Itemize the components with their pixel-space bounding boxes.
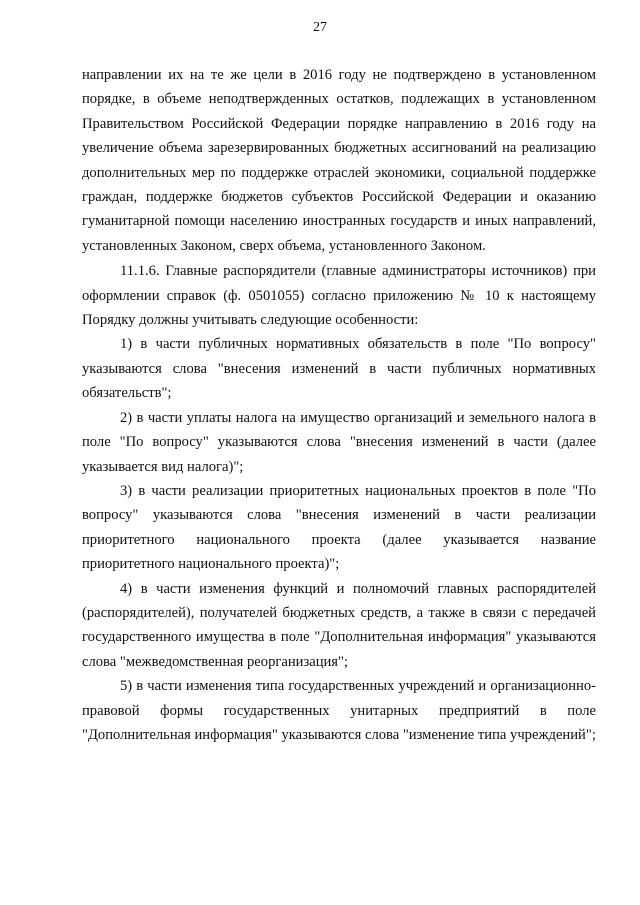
paragraph-section-11-1-6: 11.1.6. Главные распорядители (главные администраторы источников) при оформлении справок (ф. 0501055) согласно приложению № 10 к настоящему Порядку должны учитывать следующие особенности:	[82, 263, 596, 329]
paragraph-item-1: 1) в части публичных нормативных обязательств в поле "По вопросу" указываются слова "внесения изменений в части публичных нормативных обязательств";	[82, 336, 596, 402]
paragraph-item-4: 4) в части изменения функций и полномочий главных распорядителей (распорядителей), получателей бюджетных средств, а также в связи с передачей государственного имущества в поле "Дополнительная информация" указываются слова "межведомственная реорганизация";	[82, 580, 596, 670]
page-number: 27	[313, 20, 327, 35]
paragraph-item-5: 5) в части изменения типа государственных учреждений и организационно-правовой формы государственных унитарных предприятий в поле "Дополнительная информация" указываются слова "изменение типа учреждений";	[82, 678, 596, 743]
paragraph-item-3: 3) в части реализации приоритетных национальных проектов в поле "По вопросу" указываются слова "внесения изменений в части реализации приоритетного национального проекта (далее указывается название приоритетного национального проекта)";	[82, 482, 596, 573]
document-body	[82, 63, 596, 747]
paragraph-continuation: направлении их на те же цели в 2016 году не подтверждено в установленном порядке, в объеме неподтвержденных остатков, подлежащих в установленном Правительством Российской Федерации порядке направлению в 2016 году на увеличение объема зарезервированных бюджетных ассигнований на реализацию дополнительных мер по поддержке отраслей экономики, социальной поддержке граждан, поддержке бюджетов субъектов Российской Федерации и оказанию гуманитарной помощи населению иностранных государств и иных направлений, установленных Законом, сверх объема, установленного Законом.	[82, 67, 596, 254]
paragraph-item-2: 2) в части уплаты налога на имущество организаций и земельного налога в поле "По вопросу" указываются слова "внесения изменений в части (далее указывается вид налога)";	[82, 409, 596, 475]
